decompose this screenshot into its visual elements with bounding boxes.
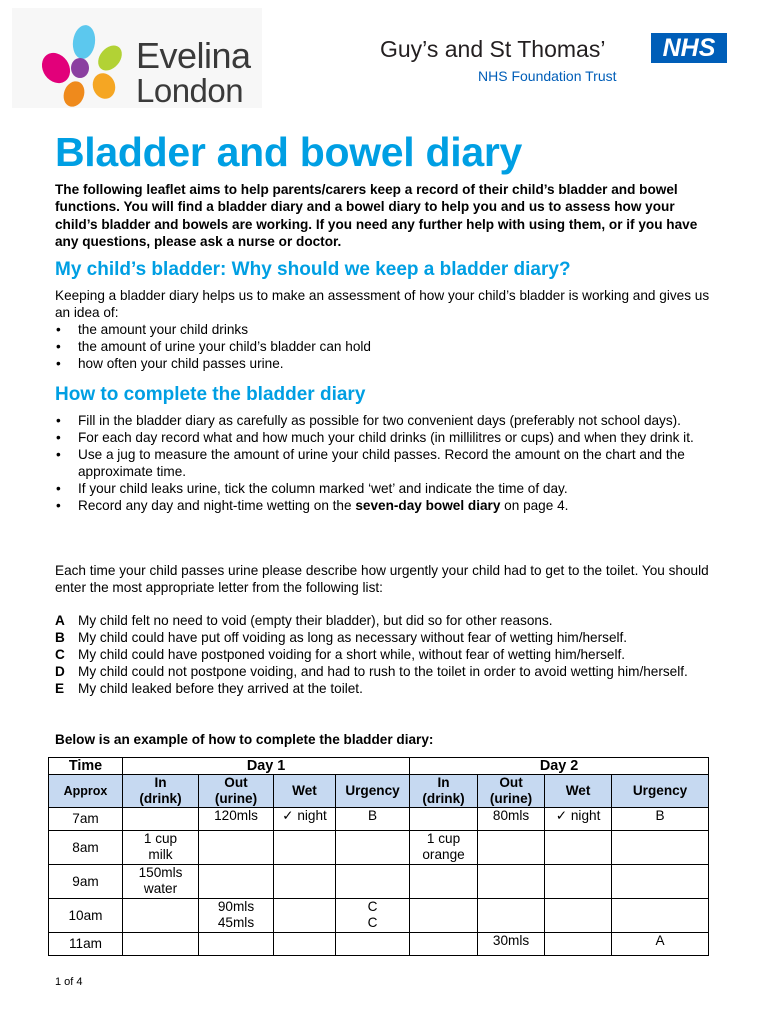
bowel-diary-reference: seven-day bowel diary <box>355 498 501 513</box>
evelina-petals-icon <box>32 22 132 112</box>
urgency-item: D My child could not postpone voiding, and had to rush to the toilet in order to avoid wetting him/herself. <box>55 664 688 679</box>
col-in: In (drink) <box>123 775 199 808</box>
table-row: 9am 150mls water <box>49 865 709 899</box>
trust-name: Guy’s and St Thomas’ <box>380 36 606 62</box>
col-out: Out (urine) <box>199 775 274 808</box>
approx-header: Approx <box>49 775 123 808</box>
urgency-instructions: Each time your child passes urine please describe how urgently your child had to get to the toilet. You should enter the most appropriate letter from the following list: <box>55 563 709 595</box>
urgency-item: A My child felt no need to void (empty their bladder), but did so for other reasons. <box>55 613 553 628</box>
urgency-item: C My child could have postponed voiding for a short while, without fear of wetting him/herself. <box>55 647 626 662</box>
bladder-diary-example-table <box>48 757 709 956</box>
col-wet: Wet <box>545 775 612 808</box>
col-urgency: Urgency <box>336 775 410 808</box>
table-row: 10am 90mls 45mls C C <box>49 899 709 933</box>
col-wet: Wet <box>274 775 336 808</box>
list-item: • the amount your child drinks <box>56 322 249 337</box>
section-heading-bladder: My child’s bladder: Why should we keep a bladder diary? <box>55 259 571 280</box>
list-item: • Record any day and night-time wetting on the seven-day bowel diary on page 4. <box>56 498 569 513</box>
example-label: Below is an example of how to complete the bladder diary: <box>55 732 434 747</box>
col-urgency: Urgency <box>612 775 709 808</box>
day1-header: Day 1 <box>123 758 410 775</box>
day2-header: Day 2 <box>410 758 709 775</box>
section-heading-how-to: How to complete the bladder diary <box>55 384 366 405</box>
urgency-list <box>55 612 715 697</box>
section1-bullets <box>55 321 715 372</box>
page-number: 1 of 4 <box>55 976 83 988</box>
brand-line2: London <box>136 72 244 109</box>
section2-bullets <box>55 412 715 514</box>
brand-line1: Evelina <box>136 35 251 76</box>
urgency-item: E My child leaked before they arrived at the toilet. <box>55 681 363 696</box>
time-header: Time <box>49 758 123 775</box>
table-row: 7am 120mls ✓ night B 80mls ✓ night B <box>49 808 709 831</box>
col-in: In (drink) <box>410 775 478 808</box>
evelina-logo <box>12 8 262 108</box>
list-item: • how often your child passes urine. <box>56 356 284 371</box>
intro-paragraph: The following leaflet aims to help parents/carers keep a record of their child’s bladder and bowel functions. You will find a bladder diary and a bowel diary to help you and us to assess how your child’s bladder and bowels are working. If you need any further help with using them, or if you have any questions, please ask a nurse or doctor. <box>55 182 698 250</box>
col-out: Out (urine) <box>478 775 545 808</box>
nhs-logo: NHS <box>651 33 727 63</box>
list-item: • the amount of urine your child’s bladder can hold <box>56 339 371 354</box>
list-item: • For each day record what and how much your child drinks (in millilitres or cups) and when they drink it. <box>56 430 694 445</box>
list-item: • Use a jug to measure the amount of urine your child passes. Record the amount on the chart and the approximate time. <box>56 447 685 479</box>
trust-subtitle: NHS Foundation Trust <box>478 68 617 84</box>
page-title: Bladder and bowel diary <box>55 129 522 175</box>
table-row: 11am 30mls A <box>49 933 709 956</box>
section1-text: Keeping a bladder diary helps us to make an assessment of how your child’s bladder is working and gives us an idea of: <box>55 288 710 320</box>
urgency-item: B My child could have put off voiding as long as necessary without fear of wetting him/herself. <box>55 630 628 645</box>
page-header <box>0 0 770 110</box>
list-item: • Fill in the bladder diary as carefully as possible for two convenient days (preferably not school days). <box>56 413 681 428</box>
table-row: 8am 1 cup milk 1 cup orange <box>49 831 709 865</box>
list-item: • If your child leaks urine, tick the column marked ‘wet’ and indicate the time of day. <box>56 481 568 496</box>
